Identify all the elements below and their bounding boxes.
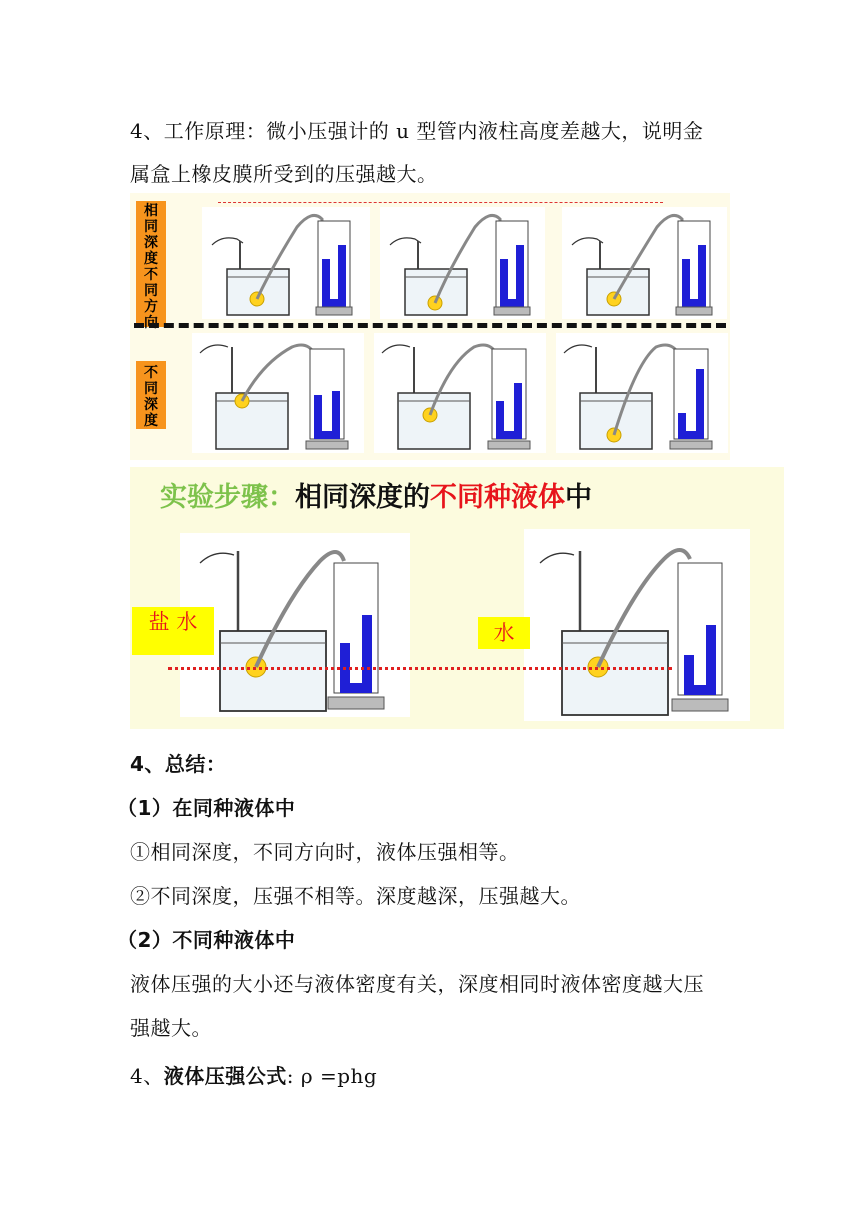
apparatus-panel [202, 207, 370, 319]
figure-title: 实验步骤：相同深度的不同种液体中 [160, 482, 592, 513]
density-line-2: 强越大。 [130, 1016, 212, 1040]
label-same-depth-diff-direction: 相 同 深 度 不 同 方 向 [136, 201, 166, 327]
density-line-1: 液体压强的大小还与液体密度有关，深度相同时液体密度越大压 [130, 972, 704, 996]
apparatus-panel [380, 207, 545, 319]
row-divider [134, 323, 726, 328]
label-water: 水 [478, 617, 530, 649]
figure-pressure-direction-depth [130, 193, 730, 460]
summary-item-2: ②不同深度，压强不相等。深度越深，压强越大。 [130, 884, 581, 908]
summary-sub1: （1）在同种液体中 [117, 796, 296, 820]
reference-line [218, 202, 663, 203]
label-salt-water: 盐 水 [132, 607, 214, 655]
label-different-depth: 不 同 深 度 [136, 361, 166, 429]
apparatus-salt-water [180, 533, 410, 717]
summary-heading: 4、总结： [130, 752, 227, 776]
same-depth-line [168, 667, 672, 670]
apparatus-water [524, 529, 750, 721]
summary-sub2: （2）不同种液体中 [117, 928, 296, 952]
principle-line-2: 属盒上橡皮膜所受到的压强越大。 [130, 162, 438, 186]
figure-different-liquids [130, 467, 784, 729]
apparatus-panel [556, 333, 728, 453]
formula-line: 4、液体压强公式: ρ =phg [130, 1064, 378, 1088]
principle-line-1: 4、工作原理：微小压强计的 u 型管内液柱高度差越大，说明金 [130, 119, 704, 143]
summary-item-1: ①相同深度，不同方向时，液体压强相等。 [130, 840, 520, 864]
apparatus-panel [374, 333, 546, 453]
apparatus-panel [192, 333, 364, 453]
apparatus-panel [562, 207, 727, 319]
